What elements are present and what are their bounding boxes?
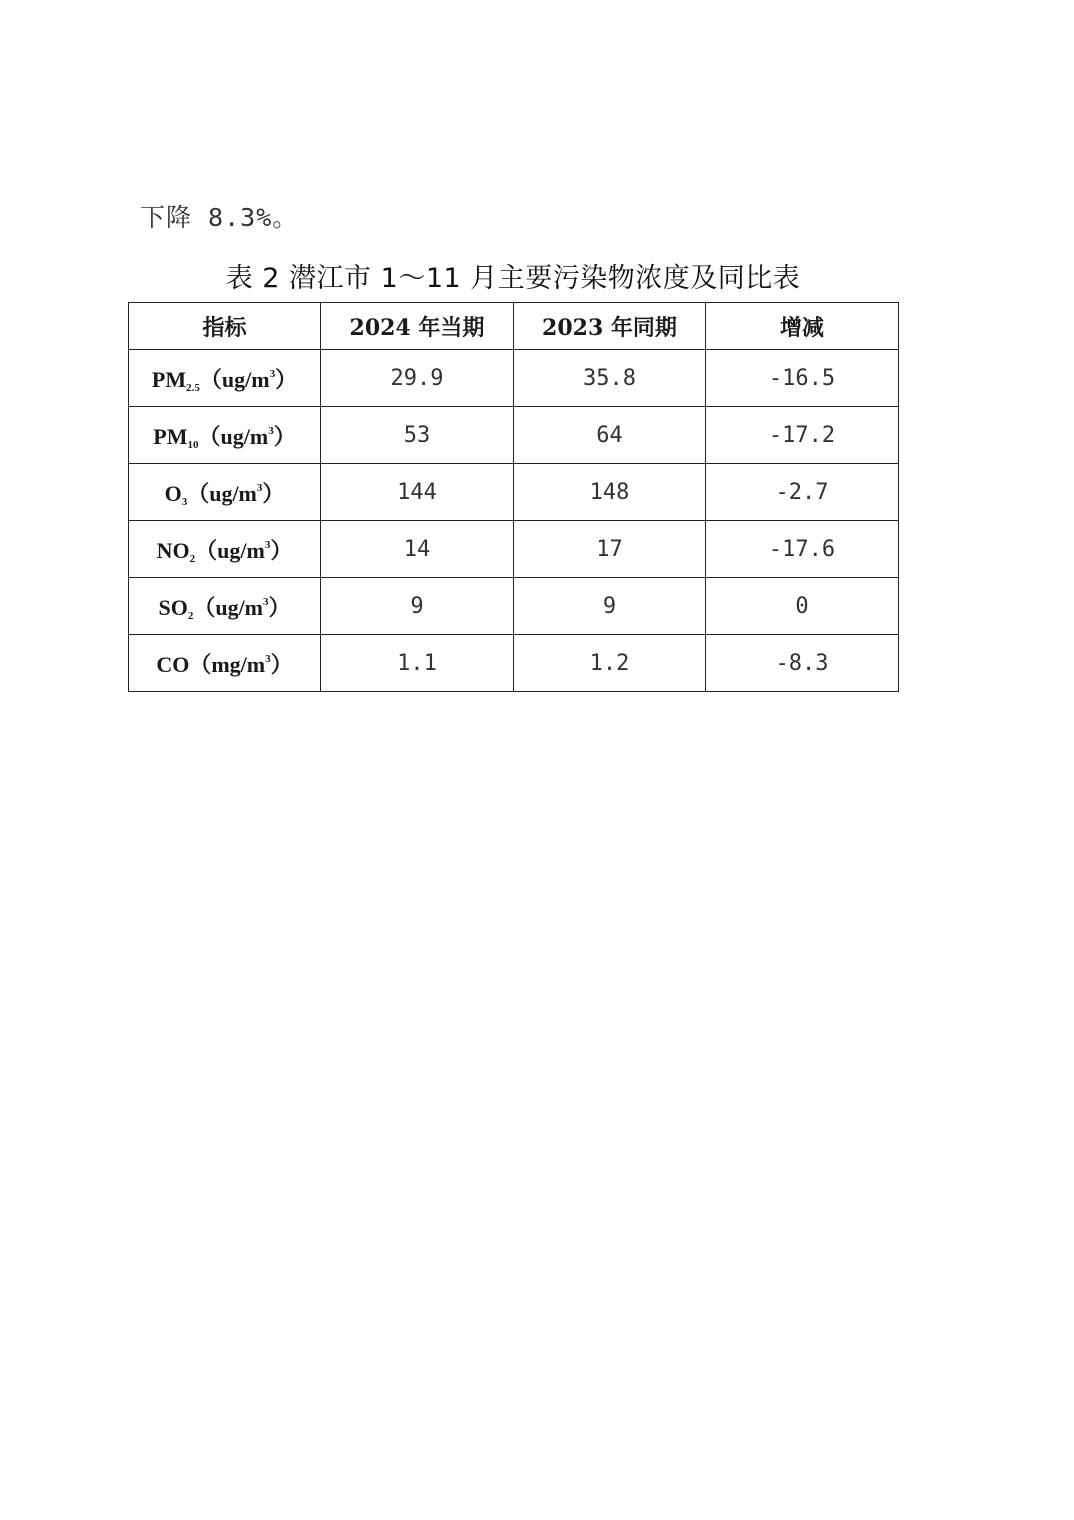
current-value: 53	[321, 407, 514, 464]
table-header-row	[129, 303, 899, 350]
previous-value: 64	[514, 407, 706, 464]
previous-value: 1.2	[514, 635, 706, 692]
table-caption: 表 2 潜江市 1～11 月主要污染物浓度及同比表	[225, 263, 801, 294]
table-row	[129, 521, 899, 578]
intro-text: 下降 8.3%。	[140, 203, 299, 232]
current-value: 9	[321, 578, 514, 635]
header-previous: 2023 年同期	[514, 303, 706, 350]
header-current: 2024 年当期	[321, 303, 514, 350]
previous-value: 17	[514, 521, 706, 578]
table-row	[129, 464, 899, 521]
table-row	[129, 407, 899, 464]
metric-cell: $CO(mg/m^3)$	[129, 635, 321, 692]
header-metric: 指标	[129, 303, 321, 350]
change-value: -17.6	[706, 521, 899, 578]
previous-value: 35.8	[514, 350, 706, 407]
change-value: 0	[706, 578, 899, 635]
metric-cell: $SO_2(ug/m^3)$	[129, 578, 321, 635]
current-value: 144	[321, 464, 514, 521]
previous-value: 9	[514, 578, 706, 635]
change-value: -8.3	[706, 635, 899, 692]
pollutant-table	[128, 302, 899, 692]
current-value: 29.9	[321, 350, 514, 407]
previous-value: 148	[514, 464, 706, 521]
current-value: 14	[321, 521, 514, 578]
header-change: 增减	[706, 303, 899, 350]
change-value: -2.7	[706, 464, 899, 521]
metric-cell: $PM_{2.5}(ug/m^3)$	[129, 350, 321, 407]
metric-cell: $O_3(ug/m^3)$	[129, 464, 321, 521]
change-value: -17.2	[706, 407, 899, 464]
current-value: 1.1	[321, 635, 514, 692]
table-row	[129, 635, 899, 692]
table-row	[129, 350, 899, 407]
metric-cell: $PM_{10}(ug/m^3)$	[129, 407, 321, 464]
metric-cell: $NO_2(ug/m^3)$	[129, 521, 321, 578]
table-row	[129, 578, 899, 635]
change-value: -16.5	[706, 350, 899, 407]
